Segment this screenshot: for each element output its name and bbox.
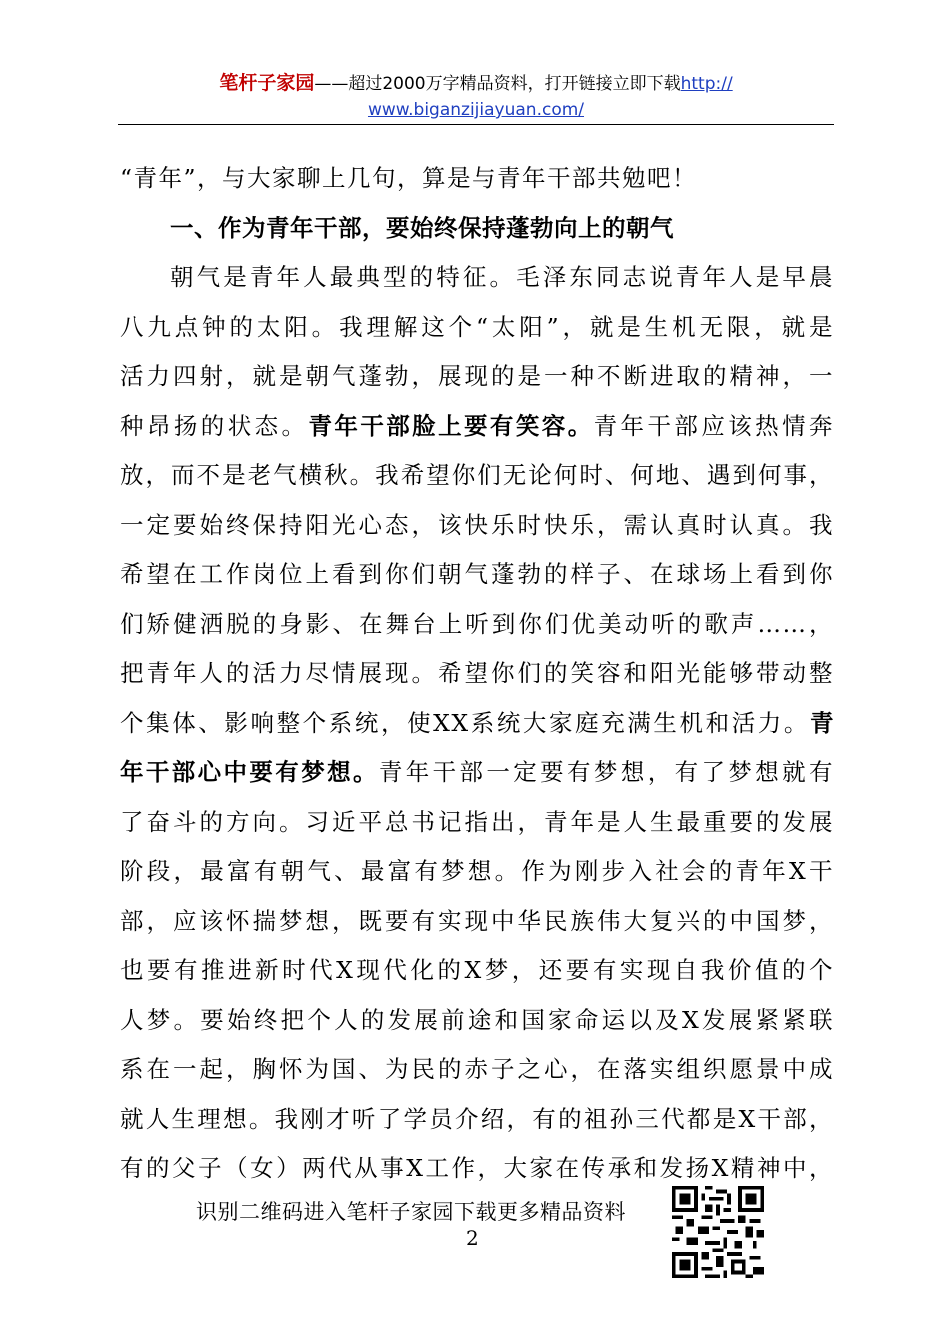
text-run: 希望在工作岗位上看到你们朝气蓬勃的样子、在球场上看到你 (120, 560, 834, 588)
text-run: 青年干部一定要有梦想，有了梦想就有 (378, 758, 835, 786)
text-line (120, 748, 834, 798)
text-line (120, 451, 834, 501)
text-line (120, 303, 834, 353)
text-line (120, 699, 834, 749)
text-run: 种昂扬的状态。 (120, 411, 309, 440)
bold-phrase: 青 (810, 708, 834, 737)
text-line (120, 996, 834, 1046)
text-line (120, 847, 834, 897)
header-line-2 (118, 97, 834, 123)
document-body (120, 154, 834, 1194)
section-heading (120, 204, 834, 254)
header-link[interactable]: www.biganzijiayuan.com/ (367, 100, 585, 120)
header-divider (118, 124, 834, 125)
text-line (120, 1095, 834, 1145)
text-line (120, 600, 834, 650)
qr-code-icon[interactable] (672, 1186, 764, 1278)
text-line (120, 946, 834, 996)
watermark-header (118, 70, 834, 123)
text-run: 一定要始终保持阳光心态，该快乐时快乐，需认真时认真。我 (120, 510, 834, 539)
text-run: 们矫健洒脱的身影、在舞台上听到你们优美动听的歌声……， (120, 609, 834, 638)
text-line (120, 897, 834, 947)
text-run: 有的父子（女）两代从事X工作，大家在传承和发扬X精神中， (120, 1154, 834, 1182)
text-run: 朝气是青年人最典型的特征。毛泽东同志说青年人是早晨 (170, 263, 834, 291)
header-link-prefix[interactable]: http:// (680, 74, 733, 94)
text-run: 八九点钟的太阳。我理解这个“太阳”，就是生机无限，就是 (120, 312, 834, 341)
header-line-1 (118, 70, 834, 97)
text-line (120, 352, 834, 402)
text-line (120, 154, 834, 204)
text-line (120, 798, 834, 848)
header-tagline: ——超过2000万字精品资料，打开链接立即下载 (314, 74, 681, 94)
text-run: “青年”，与大家聊上几句，算是与青年干部共勉吧！ (120, 164, 698, 192)
text-run: 人梦。要始终把个人的发展前途和国家命运以及X发展紧紧联 (120, 1005, 834, 1034)
footer-qr-caption: 识别二维码进入笔杆子家园下载更多精品资料 (196, 1200, 626, 1224)
text-run: 部，应该怀揣梦想，既要有实现中华民族伟大复兴的中国梦， (120, 906, 834, 935)
text-line (120, 649, 834, 699)
text-run: 把青年人的活力尽情展现。希望你们的笑容和阳光能够带动整 (120, 659, 834, 687)
text-line (120, 501, 834, 551)
text-line (120, 253, 834, 303)
text-run: 一、作为青年干部，要始终保持蓬勃向上的朝气 (170, 213, 674, 242)
text-run: 就人生理想。我刚才听了学员介绍，有的祖孙三代都是X干部， (120, 1104, 834, 1133)
text-run: 青年干部应该热情奔 (593, 411, 835, 440)
text-run: 活力四射，就是朝气蓬勃，展现的是一种不断进取的精神，一 (120, 362, 834, 390)
text-run: 个集体、影响整个系统，使XX系统大家庭充满生机和活力。 (120, 708, 810, 737)
text-run: 了奋斗的方向。习近平总书记指出，青年是人生最重要的发展 (120, 807, 834, 836)
text-line (120, 402, 834, 452)
brand-name: 笔杆子家园 (219, 72, 315, 94)
bold-phrase: 年干部心中要有梦想。 (120, 758, 379, 786)
bold-phrase: 青年干部脸上要有笑容。 (308, 411, 594, 440)
text-line (120, 1045, 834, 1095)
page-number: 2 (466, 1226, 479, 1250)
text-run: 也要有推进新时代X现代化的X梦，还要有实现自我价值的个 (120, 956, 834, 984)
text-run: 阶段，最富有朝气、最富有梦想。作为刚步入社会的青年X干 (120, 857, 834, 885)
text-run: 系在一起，胸怀为国、为民的赤子之心，在落实组织愿景中成 (120, 1055, 834, 1083)
text-run: 放，而不是老气横秋。我希望你们无论何时、何地、遇到何事， (120, 461, 834, 489)
text-line (120, 550, 834, 600)
